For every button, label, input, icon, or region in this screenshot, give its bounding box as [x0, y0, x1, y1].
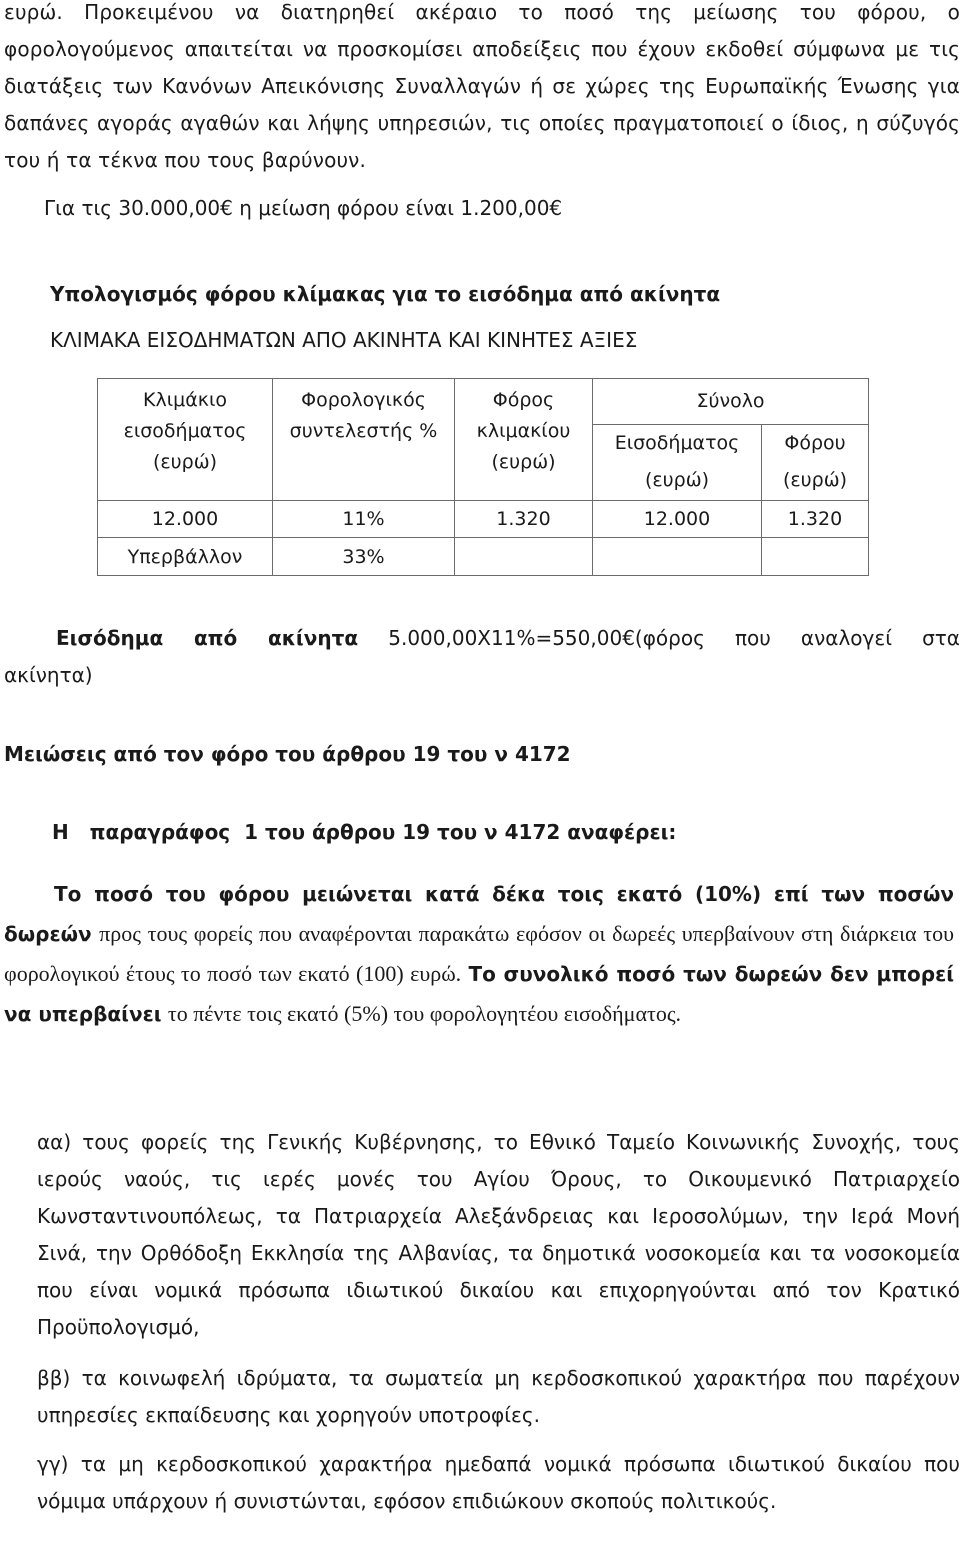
table-title: ΚΛΙΜΑΚΑ ΕΙΣΟΔΗΜΑΤΩΝ ΑΠΟ ΑΚΙΝΗΤΑ ΚΑΙ ΚΙΝΗΤΕΣ ΑΞΙΕΣ	[50, 328, 638, 352]
cell-total-income	[593, 538, 762, 576]
cell-total-tax	[762, 538, 869, 576]
intro-paragraph: ευρώ. Προκειμένου να διατηρηθεί ακέραιο το ποσό της μείωσης του φόρου, ο φορολογούμενος απαιτείται να προσκομίσει αποδείξεις που έχουν εκδοθεί σύμφωνα με τις διατάξεις των Κανόνων Απεικόνισης Συναλλαγών ή σε χώρες της Ευρωπαϊκής Ένωσης για δαπάνες αγοράς αγαθών και λήψης υπηρεσιών, τις οποίες πραγματοποιεί ο ίδιος, η σύζυγός του ή τα τέκνα που τους βαρύνουν.	[4, 0, 960, 172]
cell-bracket-tax: 1.320	[455, 501, 593, 538]
paragraph-reference: Η παραγράφος 1 του άρθρου 19 του ν 4172 αναφέρει:	[52, 820, 677, 844]
cell-total-income: 12.000	[593, 501, 762, 538]
list-item-bb: ββ) τα κοινωφελή ιδρύματα, τα σωματεία μη κερδοσκοπικού χαρακτήρα που παρέχουν υπηρεσίες εκπαίδευσης και χορηγούν υποτροφίες.	[37, 1366, 960, 1427]
cell-total-tax: 1.320	[762, 501, 869, 538]
cell-bracket: Υπερβάλλον	[98, 538, 273, 576]
header-tax-rate: Φορολογικός συντελεστής %	[273, 379, 455, 501]
table-row	[98, 501, 869, 538]
cell-bracket: 12.000	[98, 501, 273, 538]
property-income-calculation-continued: ακίνητα)	[4, 663, 93, 687]
property-income-calculation: Εισόδημα από ακίνητα 5.000,00Χ11%=550,00€(φόρος που αναλογεί στα	[56, 626, 960, 650]
list-item-aa: αα) τους φορείς της Γενικής Κυβέρνησης, το Εθνικό Ταμείο Κοινωνικής Συνοχής, τους ιερούς ναούς, τις ιερές μονές του Αγίου Όρους, το Οικουμενικό Πατριαρχείο Κωνσταντινουπόλεως, τα Πατριαρχεία Αλεξάνδρειας και Ιεροσολύμων, την Ιερά Μονή Σινά, την Ορθόδοξη Εκκλησία της Αλβανίας, τα δημοτικά νοσοκομεία και τα νοσοκομεία που είναι νομικά πρόσωπα ιδιωτικού δικαίου και επιχορηγούνται από τον Κρατικό Προϋπολογισμό,	[37, 1130, 960, 1339]
tax-scale-table	[97, 378, 869, 576]
donation-rule: Το ποσό του φόρου μειώνεται κατά δέκα τοις εκατό (10%) επί των ποσών δωρεών προς τους φορείς που αναφέρονται παρακάτω εφόσον οι δωρεές υπερβαίνουν στη διάρκεια του φορολογικού έτους το ποσό των εκατό (100) ευρώ. Το συνολικό ποσό των δωρεών δεν μπορεί να υπερβαίνει το πέντε τοις εκατό (5%) του φορολογητέου εισοδήματος.	[4, 882, 954, 1026]
reduction-example: Για τις 30.000,00€ η μείωση φόρου είναι 1.200,00€	[44, 196, 563, 220]
cell-rate: 11%	[273, 501, 455, 538]
table-row	[98, 538, 869, 576]
cell-bracket-tax	[455, 538, 593, 576]
reductions-heading: Μειώσεις από τον φόρο του άρθρου 19 του ν 4172	[4, 742, 571, 766]
header-total: Σύνολο	[593, 379, 869, 425]
header-total-income: Εισοδήματος (ευρώ)	[593, 425, 762, 501]
header-total-tax: Φόρου (ευρώ)	[762, 425, 869, 501]
section-heading: Υπολογισμός φόρου κλίμακας για το εισόδημα από ακίνητα	[50, 282, 721, 306]
header-income-bracket: Κλιμάκιο εισοδήματος (ευρώ)	[98, 379, 273, 501]
header-bracket-tax: Φόρος κλιμακίου (ευρώ)	[455, 379, 593, 501]
cell-rate: 33%	[273, 538, 455, 576]
list-item-gg: γγ) τα μη κερδοσκοπικού χαρακτήρα ημεδαπά νομικά πρόσωπα ιδιωτικού δικαίου που νόμιμα υπάρχουν ή συνιστώνται, εφόσον επιδιώκουν σκοπούς πολιτικούς.	[37, 1452, 960, 1513]
